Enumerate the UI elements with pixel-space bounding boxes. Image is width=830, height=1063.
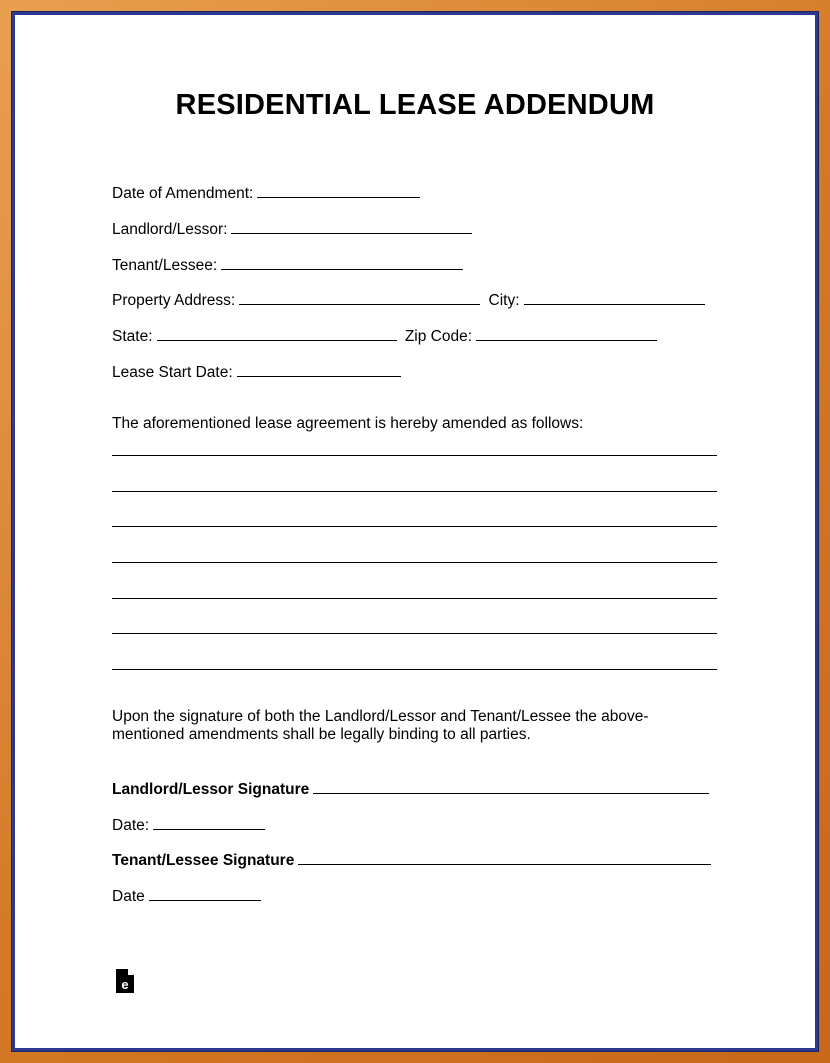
landlord-date-row (112, 815, 265, 835)
tenant-row (112, 255, 463, 275)
tenant-field[interactable] (221, 255, 463, 270)
landlord-signature-row (112, 779, 709, 799)
lease-start-date-row (112, 362, 401, 382)
amendment-line[interactable] (112, 633, 717, 634)
amend-intro: The aforementioned lease agreement is hereby amended as follows: (112, 415, 584, 432)
document-title: RESIDENTIAL LEASE ADDENDUM (175, 89, 655, 121)
landlord-field[interactable] (231, 219, 472, 234)
tenant-signature-row (112, 850, 711, 870)
landlord-signature-field[interactable] (313, 779, 709, 794)
date-of-amendment-row (112, 183, 420, 203)
landlord-signature-label: Landlord/Lessor Signature (112, 781, 310, 798)
tenant-date-label: Date (112, 888, 145, 905)
property-address-field[interactable] (239, 290, 480, 305)
lease-start-date-field[interactable] (237, 362, 401, 377)
zip-code-field[interactable] (476, 326, 657, 341)
amendment-line[interactable] (112, 455, 717, 456)
state-row (112, 326, 657, 346)
tenant-label: Tenant/Lessee: (112, 257, 218, 274)
landlord-date-label: Date: (112, 817, 150, 834)
date-of-amendment-label: Date of Amendment: (112, 185, 254, 202)
tenant-signature-field[interactable] (298, 850, 711, 865)
date-of-amendment-field[interactable] (257, 183, 420, 198)
zip-code-label: Zip Code: (404, 328, 473, 345)
amendment-line[interactable] (112, 526, 717, 527)
amendment-line[interactable] (112, 562, 717, 563)
amendment-line[interactable] (112, 669, 717, 670)
amendment-line[interactable] (112, 491, 717, 492)
tenant-date-row (112, 886, 261, 906)
landlord-date-field[interactable] (153, 815, 265, 830)
document-page (15, 15, 815, 1048)
state-label: State: (112, 328, 153, 345)
document-frame (12, 12, 818, 1051)
city-field[interactable] (524, 290, 705, 305)
property-address-row (112, 290, 705, 310)
amendment-line[interactable] (112, 598, 717, 599)
state-field[interactable] (157, 326, 397, 341)
city-label: City: (488, 292, 520, 309)
binding-text: Upon the signature of both the Landlord/Lessor and Tenant/Lessee the above-mentioned amendments shall be legally binding to all parties. (112, 708, 649, 743)
landlord-row (112, 219, 472, 239)
property-address-label: Property Address: (112, 292, 236, 309)
tenant-date-field[interactable] (149, 886, 261, 901)
logo-letter: e (121, 977, 129, 992)
landlord-label: Landlord/Lessor: (112, 221, 228, 238)
lease-start-date-label: Lease Start Date: (112, 364, 233, 381)
document-e-icon (115, 968, 135, 994)
tenant-signature-label: Tenant/Lessee Signature (112, 852, 295, 869)
